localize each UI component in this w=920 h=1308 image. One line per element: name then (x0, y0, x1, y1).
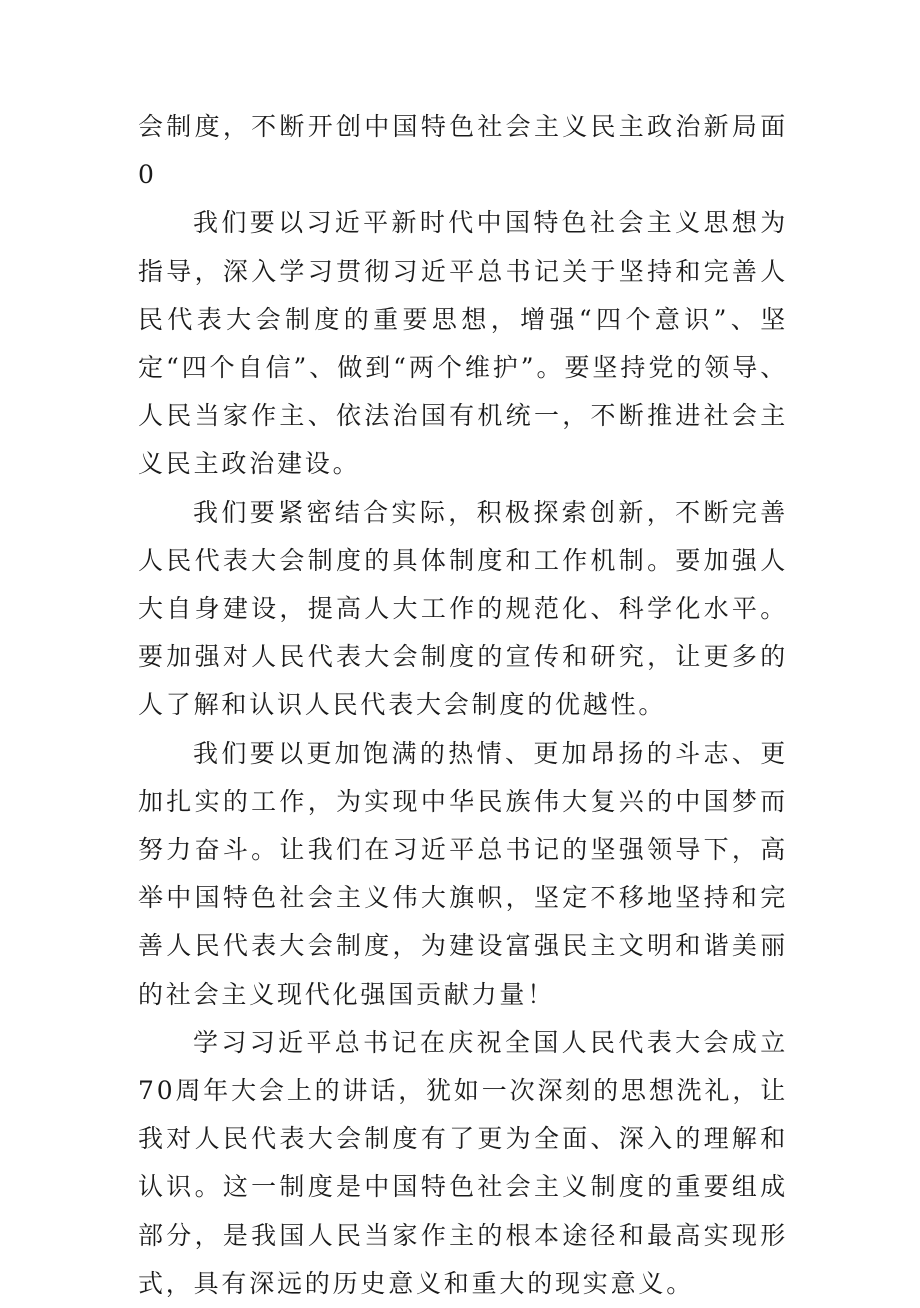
paragraph-striving: 我们要以更加饱满的热情、更加昂扬的斗志、更加扎实的工作，为实现中华民族伟大复兴的中国梦而努力奋斗。让我们在习近平总书记的坚强领导下，高举中国特色社会主义伟大旗帜，坚定不移地坚持和完善人民代表大会制度，为建设富强民主文明和谐美丽的社会主义现代化强国贡献力量！ (138, 738, 788, 1009)
paragraph-innovation: 我们要紧密结合实际，积极探索创新，不断完善人民代表大会制度的具体制度和工作机制。要加强人大自身建设，提高人大工作的规范化、科学化水平。要加强对人民代表大会制度的宣传和研究，让更多的人了解和认识人民代表大会制度的优越性。 (138, 497, 788, 720)
paragraph-continuation: 会制度，不断开创中国特色社会主义民主政治新局面0 (138, 112, 788, 190)
paragraph-guidance: 我们要以习近平新时代中国特色社会主义思想为指导，深入学习贯彻习近平总书记关于坚持和完善人民代表大会制度的重要思想，增强“四个意识”、坚定“四个自信”、做到“两个维护”。要坚持党的领导、人民当家作主、依法治国有机统一，不断推进社会主义民主政治建设。 (138, 208, 788, 479)
paragraph-reflection: 学习习近平总书记在庆祝全国人民代表大会成立70周年大会上的讲话，犹如一次深刻的思想洗礼，让我对人民代表大会制度有了更为全面、深入的理解和认识。这一制度是中国特色社会主义制度的重要组成部分，是我国人民当家作主的根本途径和最高实现形式，具有深远的历史意义和重大的现实意义。 (138, 1027, 788, 1298)
document-body (138, 103, 788, 1308)
